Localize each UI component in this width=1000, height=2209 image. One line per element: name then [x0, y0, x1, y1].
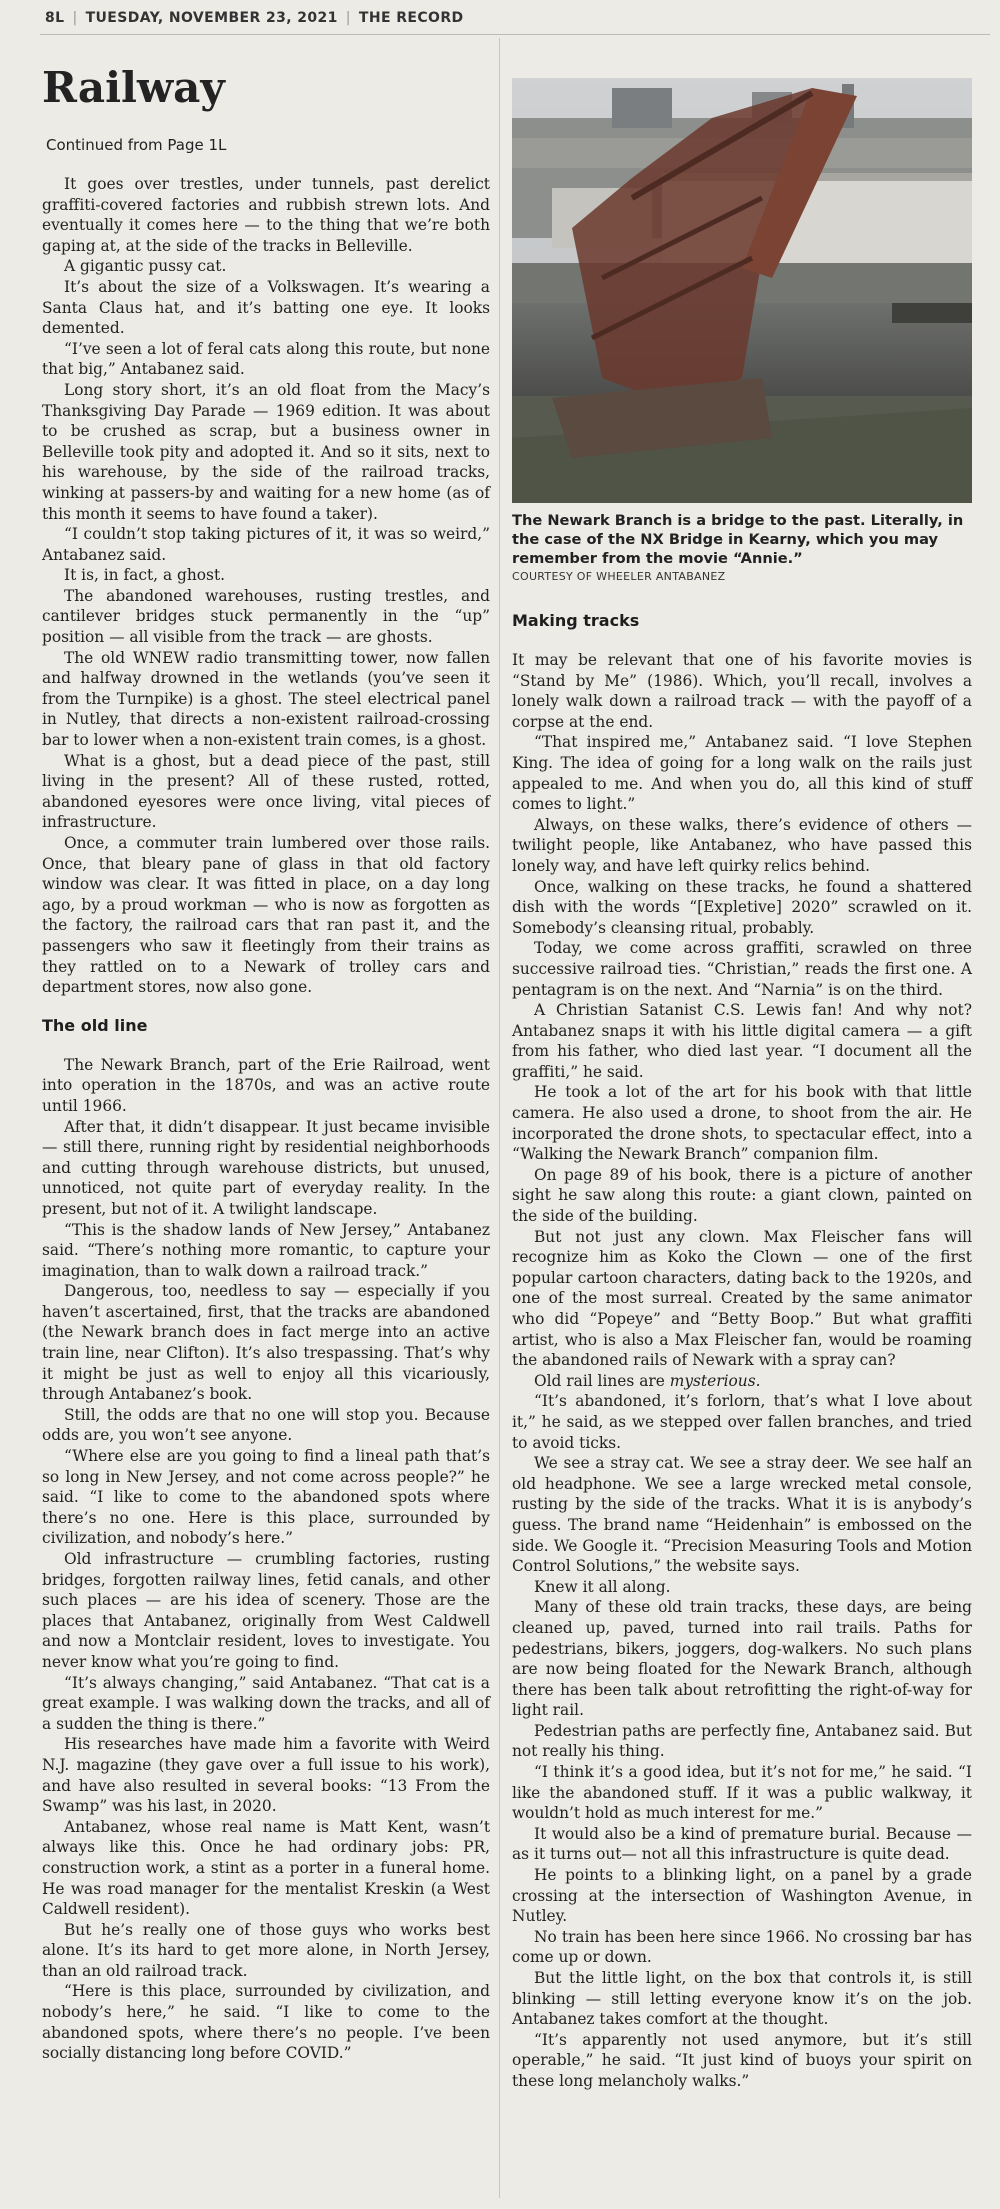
paragraph: “Here is this place, surrounded by civilization, and nobody’s here,” he said. “I like to come to the abandoned spots, where there’s no people. I’ve been socially distancing long before COVID.”: [42, 1982, 490, 2063]
paragraph: It’s about the size of a Volkswagen. It’s wearing a Santa Claus hat, and it’s batting one eye. It looks demented.: [42, 277, 490, 338]
photo-caption: The Newark Branch is a bridge to the past. Literally, in the case of the NX Bridge in Kearny, which you may remember from the movie “Annie.”: [512, 512, 964, 567]
right-body: [512, 650, 972, 2092]
paragraph: A gigantic pussy cat.: [64, 257, 227, 276]
paragraph: It would also be a kind of premature burial. Because — as it turns out— not all this infrastructure is quite dead.: [512, 1824, 972, 1864]
paragraph: Antabanez, whose real name is Matt Kent, wasn’t always like this. Once he had ordinary jobs: PR, construction work, a stint as a porter in a funeral home. He was road manager for the mentalist Kreskin (a West Caldwell resident).: [42, 1817, 490, 1919]
paragraph: But he’s really one of those guys who works best alone. It’s its hard to get more alone, in North Jersey, than an old railroad track.: [42, 1920, 490, 1980]
header-rule: [40, 34, 990, 35]
paragraph: Today, we come across graffiti, scrawled on three successive railroad ties. “Christian,” reads the first one. A pentagram is on the next. And “Narnia” is on the third.: [512, 939, 972, 999]
paragraph: It is, in fact, a ghost.: [64, 566, 226, 585]
paragraph: The abandoned warehouses, rusting trestles, and cantilever bridges stuck permanently in the “up” position — all visible from the track — are ghosts.: [42, 586, 490, 647]
paragraph: It may be relevant that one of his favorite movies is “Stand by Me” (1986). Which, you’ll recall, involves a lonely walk down a railroad track — with the payoff of a corpse at the end.: [512, 651, 972, 731]
left-column: [42, 60, 490, 2064]
bridge-photo: [512, 78, 972, 503]
page-date: TUESDAY, NOVEMBER 23, 2021: [85, 10, 338, 26]
paragraph: A Christian Satanist C.S. Lewis fan! And why not? Antabanez snaps it with his little digital camera — a gift from his father, who died last year. “I document all the graffiti,” he said.: [512, 1001, 972, 1081]
left-body-part-2: [42, 1055, 490, 2064]
page-number: 8L: [45, 10, 65, 26]
paragraph: Dangerous, too, needless to say — especially if you haven’t ascertained, first, that the tracks are abandoned (the Newark branch does in fact merge into an active train line, near Clifton). It’s also trespassing. That’s why it might be just as well to enjoy all this vicariously, through Antabanez’s book.: [42, 1282, 490, 1404]
right-body-part-b: [512, 1391, 972, 2091]
right-body-part-a: [512, 732, 972, 1370]
paragraph: We see a stray cat. We see a stray deer. We see half an old headphone. We see a large wrecked metal console, rusting by the side of the tracks. What it is is anybody’s guess. The brand name “Heidenhain” is embossed on the side. We Google it. “Precision Measuring Tools and Motion Control Solutions,” the website says.: [512, 1454, 972, 1576]
nx-bridge-photo-illustration: [512, 78, 972, 503]
paragraph: The old WNEW radio transmitting tower, now fallen and halfway drowned in the wetlands (you’ve seen it from the Turnpike) is a ghost. The steel electrical panel in Nutley, that directs a non-existent railroad-crossing bar to lower when a non-existent train comes, is a ghost.: [42, 648, 490, 750]
paragraph: The Newark Branch, part of the Erie Railroad, went into operation in the 1870s, and was an active route until 1966.: [42, 1055, 490, 1115]
paragraph: “It’s abandoned, it’s forlorn, that’s what I love about it,” he said, as we stepped over fallen branches, and tried to avoid ticks.: [512, 1392, 972, 1452]
paragraph: Old infrastructure — crumbling factories, rusting bridges, forgotten railway lines, fetid canals, and other such places — are his idea of scenery. Those are the places that Antabanez, originally from West Caldwell and now a Montclair resident, loves to investigate. You never know what you’re going to find.: [42, 1550, 490, 1671]
paragraph: But not just any clown. Max Fleischer fans will recognize him as Koko the Clown — one of the first popular cartoon characters, dating back to the 1920s, and one of the most surreal. Created by the same animator who did “Popeye” and “Betty Boop.” But what graffiti artist, who is also a Max Fleischer fan, would be roaming the abandoned rails of Newark with a spray can?: [512, 1227, 972, 1370]
paragraph: “That inspired me,” Antabanez said. “I love Stephen King. The idea of going for a long walk on the rails just appealed to me. And when you do, all this kind of stuff comes to light.”: [512, 733, 972, 814]
subhead-old-line: The old line: [42, 1015, 148, 1035]
paragraph: Pedestrian paths are perfectly fine, Antabanez said. But not really his thing.: [512, 1721, 972, 1761]
paragraph: He took a lot of the art for his book with that little camera. He also used a drone, to shoot from the air. He incorporated the drone shots, to spectacular effect, into a “Walking the Newark Branch” companion film.: [512, 1083, 972, 1164]
paragraph: “I’ve seen a lot of feral cats along this route, but none that big,” Antabanez said.: [42, 339, 490, 379]
paragraph: Once, a commuter train lumbered over those rails. Once, that bleary pane of glass in that old factory window was clear. It was fitted in place, on a day long ago, by a proud workman — who is now as forgotten as the factory, the railroad cars that ran past it, and the passengers who saw it fleetingly from their trains as they rattled on to a Newark of trolley cars and department stores, now also gone.: [42, 834, 490, 997]
subhead-making-tracks: Making tracks: [512, 611, 640, 630]
column-divider: [499, 38, 500, 2198]
paragraph: Once, walking on these tracks, he found a shattered dish with the words “[Expletive] 2020” scrawled on it. Somebody’s cleansing ritual, probably.: [512, 877, 972, 937]
paragraph: “I think it’s a good idea, but it’s not for me,” he said. “I like the abandoned stuff. If it was a public walkway, it wouldn’t hold as much interest for me.”: [512, 1763, 972, 1823]
paragraph: “It’s always changing,” said Antabanez. “That cat is a great example. I was walking down the tracks, and all of a sudden the thing is there.”: [42, 1673, 490, 1733]
paragraph: On page 89 of his book, there is a picture of another sight he saw along this route: a giant clown, painted on the side of the building.: [512, 1165, 972, 1226]
paragraph: “It’s apparently not used anymore, but it’s still operable,” he said. “It just kind of buoys your spirit on these long melancholy walks.”: [512, 2030, 972, 2090]
page-header: 8L | TUESDAY, NOVEMBER 23, 2021 | THE RECORD: [45, 10, 464, 26]
paragraph: He points to a blinking light, on a panel by a grade crossing at the intersection of Washington Avenue, in Nutley.: [512, 1866, 972, 1926]
paper-name: THE RECORD: [358, 10, 464, 26]
paragraph: His researches have made him a favorite with Weird N.J. magazine (they gave over a full issue to his work), and have also resulted in several books: “13 From the Swamp” was his last, in 2020.: [42, 1735, 490, 1816]
photo-credit: COURTESY OF WHEELER ANTABANEZ: [512, 570, 726, 583]
paragraph: But the little light, on the box that controls it, is still blinking — still letting everyone know it’s on the job. Antabanez takes comfort at the thought.: [512, 1969, 972, 2029]
paragraph: It goes over trestles, under tunnels, past derelict graffiti-covered factories and rubbish strewn lots. And eventually it comes here — to the thing that we’re both gaping at, at the side of the tracks in Belleville.: [42, 175, 490, 255]
paragraph-mysterious: Old rail lines are mysterious.: [534, 1371, 761, 1390]
paragraph: Knew it all along.: [534, 1577, 671, 1596]
headline: Railway: [42, 63, 225, 112]
paragraph: Many of these old train tracks, these days, are being cleaned up, paved, turned into rail trails. Paths for pedestrians, bikers, joggers, dog-walkers. No such plans are now being floated for the Newark Branch, although there has been talk about retrofitting the right-of-way for light rail.: [512, 1598, 972, 1720]
paragraph: After that, it didn’t disappear. It just became invisible — still there, running right by residential neighborhoods and cutting through warehouse districts, but unused, unnoticed, not quite part of everyday reality. In the present, but not of it. A twilight landscape.: [42, 1117, 490, 1218]
paragraph: “I couldn’t stop taking pictures of it, it was so weird,” Antabanez said.: [42, 525, 490, 564]
paragraph: Always, on these walks, there’s evidence of others — twilight people, like Antabanez, who have passed this lonely way, and have left quirky relics behind.: [512, 815, 972, 875]
left-body-part-1: [42, 174, 490, 998]
right-column: [512, 78, 972, 2092]
paragraph: Still, the odds are that no one will stop you. Because odds are, you won’t see anyone.: [42, 1405, 490, 1445]
paragraph: No train has been here since 1966. No crossing bar has come up or down.: [512, 1927, 972, 1967]
paragraph: What is a ghost, but a dead piece of the past, still living in the present? All of these rusted, rotted, abandoned eyesores were once living, vital pieces of infrastructure.: [42, 751, 490, 832]
paragraph: “Where else are you going to find a lineal path that’s so long in New Jersey, and not come across people?” he said. “I like to come to the abandoned spots where there’s no one. Here is this place, surrounded by civilization, and nobody’s here.”: [42, 1447, 490, 1548]
paragraph: Long story short, it’s an old float from the Macy’s Thanksgiving Day Parade — 1969 edition. It was about to be crushed as scrap, but a business owner in Belleville took pity and adopted it. And so it sits, next to his warehouse, by the side of the railroad tracks, winking at passers-by and waiting for a new home (as of this month it seems to have found a taker).: [42, 380, 490, 523]
continued-line: Continued from Page 1L: [46, 136, 227, 154]
paragraph: “This is the shadow lands of New Jersey,” Antabanez said. “There’s nothing more romantic, to capture your imagination, than to walk down a railroad track.”: [42, 1220, 490, 1280]
